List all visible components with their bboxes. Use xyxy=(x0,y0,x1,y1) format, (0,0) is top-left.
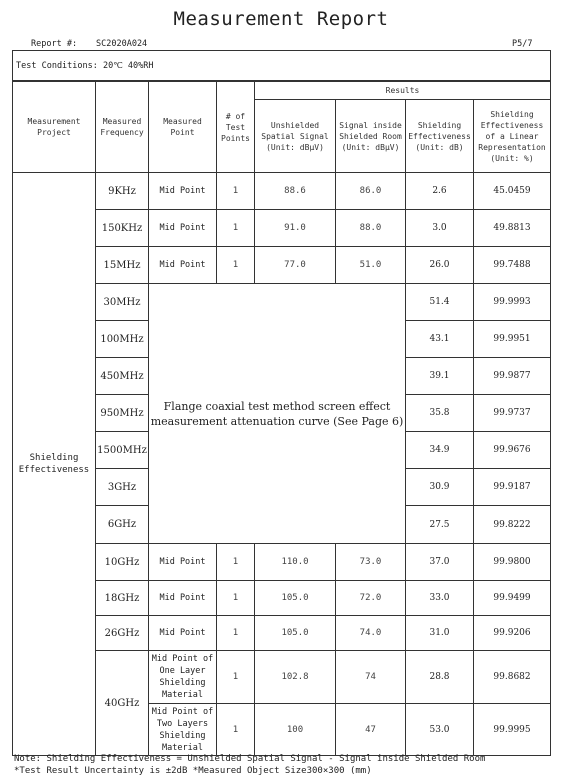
measurement-table xyxy=(12,81,551,756)
freq-cell: 450MHz xyxy=(96,358,149,395)
freq-cell: 9KHz xyxy=(96,173,149,210)
se-cell: 27.5 xyxy=(406,506,474,544)
freq-cell: 26GHz xyxy=(96,616,149,651)
unshielded-cell: 105.0 xyxy=(255,616,336,651)
test-points-cell: 1 xyxy=(217,581,255,616)
linear-cell: 45.0459 xyxy=(474,173,551,210)
linear-cell: 99.9187 xyxy=(474,469,551,506)
se-cell: 34.9 xyxy=(406,432,474,469)
freq-cell: 1500MHz xyxy=(96,432,149,469)
freq-cell: 6GHz xyxy=(96,506,149,544)
se-cell: 2.6 xyxy=(406,173,474,210)
se-cell: 33.0 xyxy=(406,581,474,616)
unshielded-cell: 105.0 xyxy=(255,581,336,616)
se-cell: 37.0 xyxy=(406,544,474,581)
report-number-label: Report #: xyxy=(31,39,78,49)
unshielded-cell: 77.0 xyxy=(255,247,336,284)
linear-cell: 99.9206 xyxy=(474,616,551,651)
linear-cell: 99.9995 xyxy=(474,704,551,756)
inside-cell: 73.0 xyxy=(336,544,406,581)
freq-cell: 18GHz xyxy=(96,581,149,616)
linear-cell: 99.7488 xyxy=(474,247,551,284)
note-formula: Note: Shielding Effectiveness = Unshielded Spatial Signal - Signal inside Shielded Room xyxy=(14,754,486,764)
report-number: SC2020A024 xyxy=(96,39,148,49)
freq-cell: 30MHz xyxy=(96,284,149,321)
inside-cell: 88.0 xyxy=(336,210,406,247)
se-cell: 28.8 xyxy=(406,651,474,704)
freq-cell: 950MHz xyxy=(96,395,149,432)
se-cell: 39.1 xyxy=(406,358,474,395)
se-cell: 35.8 xyxy=(406,395,474,432)
test-points-cell: 1 xyxy=(217,616,255,651)
linear-cell: 99.9877 xyxy=(474,358,551,395)
inside-cell: 47 xyxy=(336,704,406,756)
page-number: P5/7 xyxy=(512,39,533,49)
test-points-cell: 1 xyxy=(217,247,255,284)
freq-cell: 150KHz xyxy=(96,210,149,247)
se-cell: 53.0 xyxy=(406,704,474,756)
test-conditions: Test Conditions: 20℃ 40%RH xyxy=(16,61,154,71)
unshielded-cell: 100 xyxy=(255,704,336,756)
unshielded-cell: 102.8 xyxy=(255,651,336,704)
freq-cell: 100MHz xyxy=(96,321,149,358)
inside-cell: 74 xyxy=(336,651,406,704)
se-cell: 31.0 xyxy=(406,616,474,651)
linear-cell: 99.9993 xyxy=(474,284,551,321)
header-se: Shielding Effectiveness (Unit: dB) xyxy=(406,100,474,173)
freq-cell: 10GHz xyxy=(96,544,149,581)
point-cell: Mid Point of Two Layers Shielding Material xyxy=(149,704,217,756)
linear-cell: 99.8222 xyxy=(474,506,551,544)
linear-cell: 99.9800 xyxy=(474,544,551,581)
point-cell: Mid Point xyxy=(149,544,217,581)
point-cell: Mid Point xyxy=(149,616,217,651)
point-cell: Mid Point xyxy=(149,247,217,284)
se-cell: 26.0 xyxy=(406,247,474,284)
se-cell: 51.4 xyxy=(406,284,474,321)
project-name: Shielding Effectiveness xyxy=(13,173,96,756)
point-cell: Mid Point xyxy=(149,210,217,247)
header-results: Results xyxy=(255,82,551,100)
header-inside: Signal inside Shielded Room (Unit: dBμV) xyxy=(336,100,406,173)
freq-cell: 3GHz xyxy=(96,469,149,506)
flange-method-note: Flange coaxial test method screen effect measurement attenuation curve (See Page 6) xyxy=(149,284,406,544)
test-points-cell: 1 xyxy=(217,704,255,756)
se-cell: 3.0 xyxy=(406,210,474,247)
test-conditions-box xyxy=(12,50,551,81)
se-cell: 30.9 xyxy=(406,469,474,506)
unshielded-cell: 88.6 xyxy=(255,173,336,210)
linear-cell: 99.8682 xyxy=(474,651,551,704)
table-row xyxy=(13,173,551,210)
test-points-cell: 1 xyxy=(217,544,255,581)
linear-cell: 99.9737 xyxy=(474,395,551,432)
header-frequency: Measured Frequency xyxy=(96,82,149,173)
inside-cell: 51.0 xyxy=(336,247,406,284)
point-cell: Mid Point xyxy=(149,581,217,616)
header-linear: Shielding Effectiveness of a Linear Representation (Unit: %) xyxy=(474,100,551,173)
header-test-points: # of Test Points xyxy=(217,82,255,173)
linear-cell: 99.9676 xyxy=(474,432,551,469)
inside-cell: 86.0 xyxy=(336,173,406,210)
header-point: Measured Point xyxy=(149,82,217,173)
se-cell: 43.1 xyxy=(406,321,474,358)
inside-cell: 72.0 xyxy=(336,581,406,616)
unshielded-cell: 91.0 xyxy=(255,210,336,247)
inside-cell: 74.0 xyxy=(336,616,406,651)
test-points-cell: 1 xyxy=(217,173,255,210)
unshielded-cell: 110.0 xyxy=(255,544,336,581)
header-project: Measurement Project xyxy=(13,82,96,173)
test-points-cell: 1 xyxy=(217,651,255,704)
point-cell: Mid Point xyxy=(149,173,217,210)
freq-cell: 40GHz xyxy=(96,651,149,756)
test-points-cell: 1 xyxy=(217,210,255,247)
linear-cell: 49.8813 xyxy=(474,210,551,247)
linear-cell: 99.9951 xyxy=(474,321,551,358)
point-cell: Mid Point of One Layer Shielding Material xyxy=(149,651,217,704)
footnotes xyxy=(14,753,485,777)
linear-cell: 99.9499 xyxy=(474,581,551,616)
report-title: Measurement Report xyxy=(173,8,389,30)
freq-cell: 15MHz xyxy=(96,247,149,284)
header-unshielded: Unshielded Spatial Signal (Unit: dBμV) xyxy=(255,100,336,173)
note-uncertainty: *Test Result Uncertainty is ±2dB *Measured Object Size300×300 (mm) xyxy=(14,766,372,776)
